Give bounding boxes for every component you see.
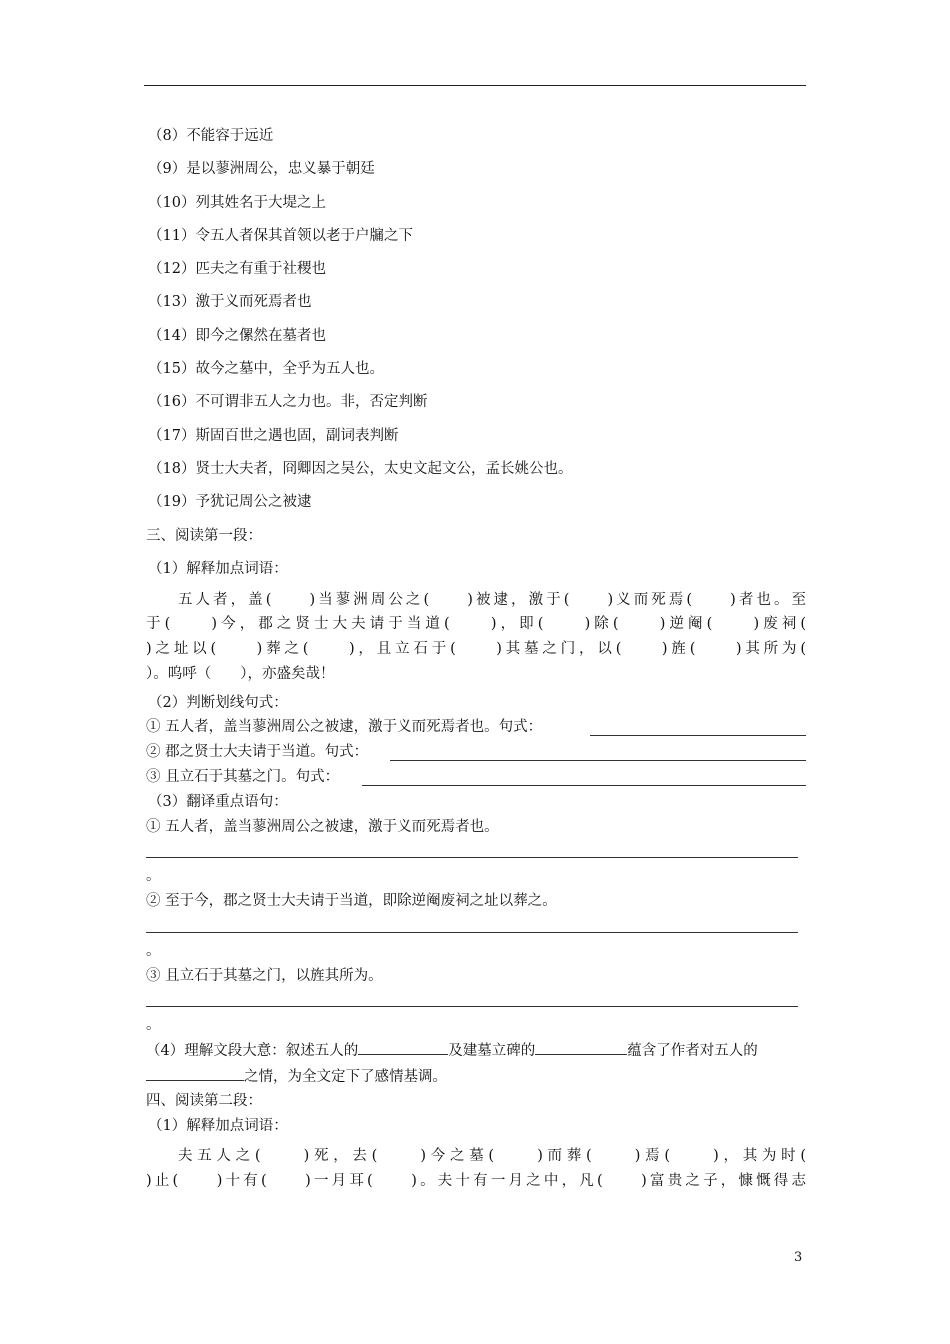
sec3-q4-text-b: 及建墓立碑的 — [448, 1043, 536, 1059]
sec3-para-line-1: 五人者，盖( )当蓼洲周公之( )被逮，激于( )义而死焉( )者也。至 — [178, 592, 806, 608]
item-18: （18）贤士大夫者，冏卿因之吴公，太史文起文公，孟长姚公也。 — [148, 461, 573, 477]
sec3-q4-text-c: 蕴含了作者对五人的 — [627, 1043, 758, 1059]
sec3-q1-label: （1）解释加点词语： — [148, 561, 288, 577]
sec3-end-mark-3: 。 — [146, 1017, 161, 1033]
sec3-translate-line-1[interactable] — [146, 857, 798, 858]
item-9: （9）是以蓼洲周公，忠义暴于朝廷 — [148, 161, 375, 177]
sec3-translate-2: ② 至于今，郡之贤士大夫请于当道，即除逆阉废祠之址以葬之。 — [146, 893, 557, 909]
sec3-sentence-3: ③ 且立石于其墓之门。句式： — [146, 769, 340, 785]
item-16: （16）不可谓非五人之力也。非，否定判断 — [148, 394, 428, 410]
sec3-answer-line-3[interactable] — [362, 785, 806, 786]
sec3-q4-text-d: 之情，为全文定下了感情基调。 — [244, 1069, 447, 1085]
sec3-para-line-2: 于( )今，郡之贤士大夫请于当道( )，即( )除( )逆阉( )废祠( — [146, 616, 806, 632]
sec3-q4-line-2 — [146, 1066, 447, 1087]
item-12: （12）匹夫之有重于社稷也 — [148, 261, 326, 277]
sec3-q2-label: （2）判断划线句式： — [148, 695, 288, 711]
sec4-para-line-2: )止( )十有( )一月耳( )。夫十有一月之中，凡( )富贵之子，慷慨得志 — [146, 1173, 806, 1189]
sec3-translate-line-2[interactable] — [146, 932, 798, 933]
sec3-q4-text-a: （4）理解文段大意：叙述五人的 — [146, 1043, 359, 1059]
item-14: （14）即今之傫然在墓者也 — [148, 328, 326, 344]
item-11: （11）令五人者保其首领以老于户牖之下 — [148, 228, 413, 244]
sec3-answer-line-2[interactable] — [390, 760, 806, 761]
sec3-para-line-3: )之址以( )葬之( )，且立石于( )其墓之门，以( )旌( )其所为( — [146, 641, 806, 657]
sec3-q4-line-1 — [146, 1040, 758, 1061]
item-13: （13）激于义而死焉者也 — [148, 294, 312, 310]
item-8: （8）不能容于远近 — [148, 128, 274, 144]
sec3-answer-line-1[interactable] — [590, 735, 806, 736]
sec3-para-line-4: ）。呜呼（ ），亦盛矣哉！ — [146, 666, 335, 682]
sec3-q4-blank-2[interactable] — [535, 1040, 627, 1055]
page-number: 3 — [794, 1250, 803, 1265]
sec3-sentence-1: ① 五人者，盖当蓼洲周公之被逮，激于义而死焉者也。句式： — [146, 719, 543, 735]
sec3-q4-blank-3[interactable] — [146, 1066, 244, 1081]
sec3-q4-blank-1[interactable] — [358, 1040, 448, 1055]
section-4-title: 四、阅读第二段： — [146, 1093, 262, 1109]
sec3-q3-label: （3）翻译重点语句： — [148, 794, 288, 810]
sec3-end-mark-1: 。 — [146, 868, 161, 884]
sec3-translate-line-3[interactable] — [146, 1006, 798, 1007]
sec4-q1-label: （1）解释加点词语： — [148, 1118, 288, 1134]
item-19: （19）予犹记周公之被逮 — [148, 494, 312, 510]
item-15: （15）故今之墓中，全乎为五人也。 — [148, 361, 384, 377]
header-rule — [144, 85, 806, 86]
item-10: （10）列其姓名于大堤之上 — [148, 195, 326, 211]
sec3-sentence-2: ② 郡之贤士大夫请于当道。句式： — [146, 744, 369, 760]
item-17: （17）斯固百世之遇也固，副词表判断 — [148, 428, 399, 444]
section-3-title: 三、阅读第一段： — [146, 528, 262, 544]
sec3-translate-1: ① 五人者，盖当蓼洲周公之被逮，激于义而死焉者也。 — [146, 819, 499, 835]
sec3-end-mark-2: 。 — [146, 943, 161, 959]
sec4-para-line-1: 夫五人之( )死，去( )今之墓( )而葬( )焉( )，其为时( — [178, 1148, 806, 1164]
sec3-translate-3: ③ 且立石于其墓之门，以旌其所为。 — [146, 968, 383, 984]
